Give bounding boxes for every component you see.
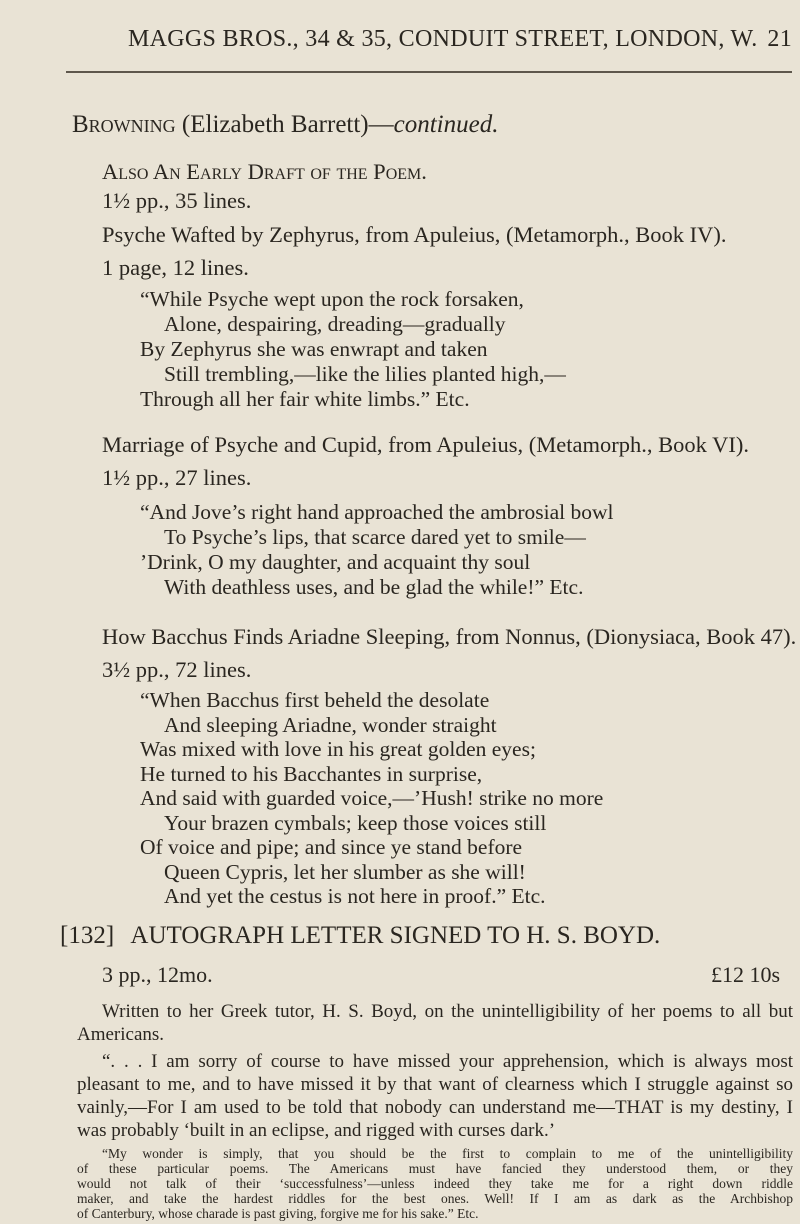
- verse-line: By Zephyrus she was enwrapt and taken: [140, 337, 488, 361]
- letter-paragraph-2: [77, 1146, 793, 1221]
- item-heading: [60, 922, 790, 950]
- section-extent: 1½ pp., 35 lines.: [102, 188, 252, 213]
- letter-line: of these particular poems. The Americans must have fancied they understood them, or they: [77, 1161, 793, 1176]
- item-price: £12 10s: [710, 962, 780, 987]
- letter-line: was probably ‘built in an eclipse, and rigged with curses dark.’: [77, 1120, 556, 1141]
- description-line: Written to her Greek tutor, H. S. Boyd, on the unintelligibility of her poems to all but: [102, 1001, 793, 1022]
- verse-line: And said with guarded voice,—’Hush! strike no more: [140, 786, 604, 810]
- header-text: MAGGS BROS., 34 & 35, CONDUIT STREET, LONDON, W.: [128, 26, 758, 52]
- description-line: Americans.: [77, 1024, 165, 1045]
- item-description: [77, 1000, 793, 1046]
- letter-line: “My wonder is simply, that you should be the first to complain to me of the unintelligibility: [102, 1146, 793, 1161]
- item-format: 3 pp., 12mo.: [102, 962, 213, 987]
- letter-paragraph-1: [77, 1050, 793, 1142]
- section-title: Psyche Wafted by Zephyrus, from Apuleius, (Metamorph., Book IV).: [102, 222, 727, 247]
- item-format-row: [102, 962, 790, 988]
- verse-line: And yet the cestus is not here in proof.” Etc.: [164, 884, 546, 908]
- verse-line: “And Jove’s right hand approached the ambrosial bowl: [140, 500, 614, 524]
- verse-line: Your brazen cymbals; keep those voices still: [164, 810, 547, 835]
- section-title: Also An Early Draft of the Poem.: [102, 159, 427, 184]
- verse-jove: [102, 500, 800, 600]
- section-psyche-wafted: [102, 220, 800, 282]
- section-title: How Bacchus Finds Ariadne Sleeping, from Nonnus, (Dionysiaca, Book 47).: [102, 624, 797, 649]
- letter-line: maker, and take the hardest riddles for the best ones. Well! If I am as dark as the Archbishop: [77, 1191, 793, 1206]
- verse-psyche-wept: [102, 287, 800, 412]
- letter-line: vainly,—For I am used to be told that nobody can understand me—THAT is my destiny, I: [77, 1097, 793, 1118]
- verse-bacchus: [102, 688, 800, 909]
- letter-line: “. . . I am sorry of course to have missed your apprehension, which is always most: [102, 1051, 793, 1072]
- header-rule: [66, 71, 792, 73]
- author-heading: [72, 110, 788, 139]
- item-title: AUTOGRAPH LETTER SIGNED TO H. S. BOYD.: [130, 922, 661, 949]
- letter-line: would not talk of their ‘successfulness’—unless indeed they take me for a right down riddle: [77, 1176, 793, 1191]
- letter-line: pleasant to me, and to have missed it by that want of clearness which I struggle against so: [77, 1074, 793, 1095]
- letter-line: of Canterbury, whose charade is past giving, forgive me for his sake.” Etc.: [77, 1206, 479, 1221]
- section-extent: 1 page, 12 lines.: [102, 255, 249, 280]
- verse-line: Was mixed with love in his great golden eyes;: [140, 737, 536, 761]
- section-extent: 3½ pp., 72 lines.: [102, 657, 252, 682]
- section-title: Marriage of Psyche and Cupid, from Apuleius, (Metamorph., Book VI).: [102, 432, 749, 457]
- verse-line: Still trembling,—like the lilies planted high,—: [164, 362, 566, 386]
- verse-line: And sleeping Ariadne, wonder straight: [164, 712, 497, 737]
- section-bacchus: [102, 622, 800, 684]
- item-number: [132]: [60, 922, 115, 949]
- author-surname: Browning: [72, 111, 176, 138]
- section-early-draft: [102, 157, 800, 215]
- verse-line: To Psyche’s lips, that scarce dared yet to smile—: [164, 525, 586, 549]
- verse-line: ’Drink, O my daughter, and acquaint thy soul: [140, 550, 531, 574]
- verse-line: Queen Cypris, let her slumber as she will!: [164, 859, 526, 884]
- verse-line: Of voice and pipe; and since ye stand before: [140, 835, 523, 859]
- continued-note: continued.: [393, 111, 499, 138]
- page-header: [128, 26, 792, 53]
- verse-line: “When Bacchus first beheld the desolate: [140, 688, 490, 712]
- verse-line: He turned to his Bacchantes in surprise,: [140, 761, 483, 786]
- verse-line: With deathless uses, and be glad the while!” Etc.: [164, 575, 584, 599]
- verse-line: Through all her fair white limbs.” Etc.: [140, 387, 470, 411]
- section-marriage-psyche: [102, 430, 800, 492]
- section-extent: 1½ pp., 27 lines.: [102, 465, 252, 490]
- verse-line: “While Psyche wept upon the rock forsaken,: [140, 287, 524, 311]
- page-number: 21: [767, 26, 792, 52]
- author-names: (Elizabeth Barrett)—: [181, 111, 394, 138]
- verse-line: Alone, despairing, dreading—gradually: [164, 312, 506, 336]
